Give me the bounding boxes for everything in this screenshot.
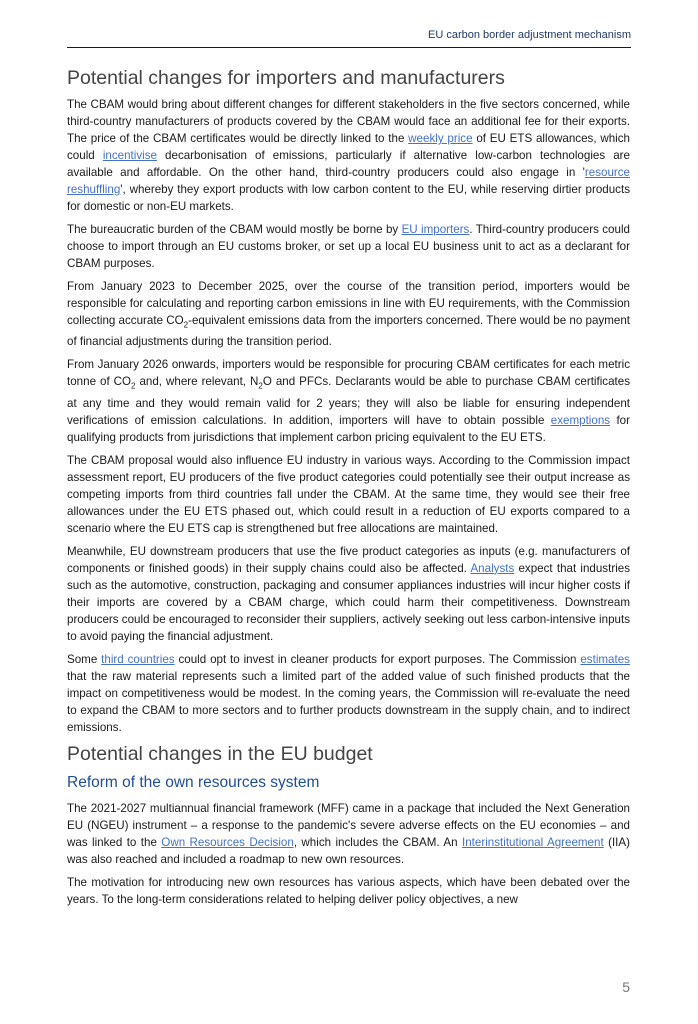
paragraph-transition-period: From January 2023 to December 2025, over the course of the transition period, importers would be responsible for calculating and reporting carbon emissions in line with EU requirements, with the Commission collecting accurate $CO_2$-equivalent emissions data from the importers concerned. There would be no payment of financial adjustments during the transition period. [67,280,630,349]
page-number: 5 [622,979,630,995]
link-own-resources-decision[interactable]: Own Resources Decision [161,835,294,849]
subsection-heading-own-resources: Reform of the own resources system [67,773,320,791]
running-header [67,27,631,48]
header-title: EU carbon border adjustment mechanism [428,29,631,41]
paragraph-downstream-producers: Meanwhile, EU downstream producers that use the five product categories as inputs (e.g. manufacturers of components or finished goods) in their supply chains could also be affected. Analysts expect that industries such as the automotive, construction, packaging and consumer appliances industries will incur higher costs if their imports are covered by a CBAM charge, which could harm their competitiveness. Downstream producers could be encouraged to reconsider their suppliers, actively seeking out less carbon-intensive inputs to avoid paying the financial adjustment. [67,544,631,643]
link-third-countries[interactable]: third countries [101,652,175,666]
link-weekly-price[interactable]: weekly price [408,132,473,145]
page-content [67,66,630,914]
paragraph-stakeholders: The CBAM would bring about different changes for different stakeholders in the five sectors concerned, while third-country manufacturers of products covered by the CBAM would face an additional fee for their exports. The price of the CBAM certificates would be directly linked to the weekly price of EU ETS allowances, which could incentivise decarbonisation of emissions, particularly if alternative low-carbon technologies are available and affordable. On the other hand, third-country producers could also engage in 'resource reshuffling', whereby they export products with low carbon content to the EU, while reserving dirtier products for domestic or non-EU markets. [67,98,630,213]
link-exemptions[interactable]: exemptions [550,413,611,427]
paragraph-motivation: The motivation for introducing new own resources has various aspects, which have been debated over the years. To the long-term considerations related to helping deliver policy objectives, a new [67,875,630,906]
paragraph-eu-industry: The CBAM proposal would also influence EU industry in various ways. According to the Commission impact assessment report, EU producers of the five product categories could potentially see their output increase as competing imports from third countries fall under the CBAM. At the same time, they would see their free allowances under the EU ETS phased out, which could result in a reduction of EU exports compared to a scenario where the EU ETS cap is strengthened but free allocations are maintained. [67,453,630,535]
paragraph-from-2026: From January 2026 onwards, importers would be responsible for procuring CBAM certificates for each metric tonne of $CO_2$ and, where relevant, $N_2O$ and PFCs. Declarants would be able to purchase CBAM certificates at any time and they would remain valid for 2 years; they will also be liable for ensuring independent verifications of emission calculations. In addition, importers will have to obtain possible exemptions for qualifying products from jurisdictions that implement carbon pricing equivalent to the EU ETS. [67,358,630,444]
paragraph-bureaucratic-burden: The bureaucratic burden of the CBAM would mostly be borne by EU importers. Third-country producers could choose to import through an EU customs broker, or set up a local EU business unit to act as a declarant for CBAM purposes. [67,223,630,270]
section-heading-eu-budget: Potential changes in the EU budget [67,742,373,765]
link-resource-reshuffling[interactable]: resource reshuffling [67,166,630,196]
link-interinstitutional-agreement[interactable]: Interinstitutional Agreement [462,835,604,849]
link-analysts[interactable]: Analysts [470,561,515,575]
section-heading-importers: Potential changes for importers and manufacturers [67,67,505,89]
link-eu-importers[interactable]: EU importers [401,223,470,236]
link-estimates[interactable]: estimates [580,652,630,666]
paragraph-third-countries: Some third countries could opt to invest in cleaner products for export purposes. The Commission estimates that the raw material represents such a limited part of the added value of such finished products that the impact on competitiveness would be modest. In the coming years, the Commission will re-evaluate the need to expand the CBAM to more sectors and to further products downstream in the supply chain, and to indirect emissions. [67,652,630,734]
paragraph-mff: The 2021-2027 multiannual financial framework (MFF) came in a package that included the Next Generation EU (NGEU) instrument – a response to the pandemic's severe adverse effects on the EU economies – and was linked to the Own Resources Decision, which includes the CBAM. An Interinstitutional Agreement (IIA) was also reached and included a roadmap to new own resources. [67,801,630,866]
link-incentivise[interactable]: incentivise [102,149,157,162]
